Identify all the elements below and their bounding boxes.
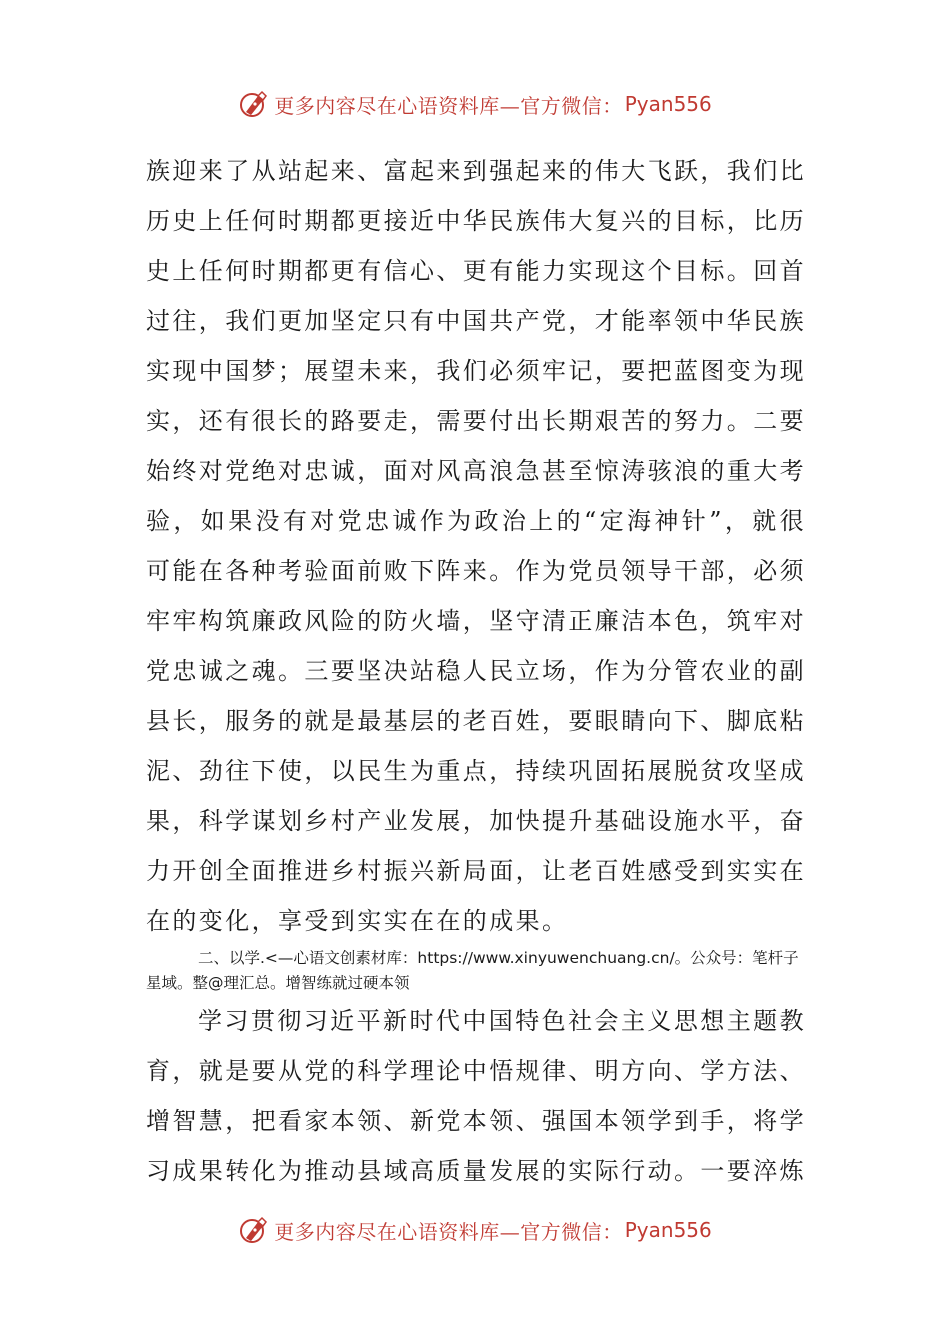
footer-banner	[0, 1210, 950, 1250]
pen-nib-logo-icon	[238, 88, 270, 120]
document-body	[146, 146, 806, 1196]
paragraph-2: 学习贯彻习近平新时代中国特色社会主义思想主题教育，就是要从党的科学理论中悟规律、明方向、学方法、增智慧，把看家本领、新党本领、强国本领学到手，将学习成果转化为推动县域高质量发展的实际行动。一要淬炼	[146, 1007, 806, 1185]
pen-nib-logo-icon	[238, 1214, 270, 1246]
section-heading: 二、以学.<—心语文创素材库：https://www.xinyuwenchuang.cn/。公众号：笔杆子星域。整@理汇总。增智练就过硬本领	[146, 949, 799, 992]
paragraph-1: 族迎来了从站起来、富起来到强起来的伟大飞跃，我们比历史上任何时期都更接近中华民族伟大复兴的目标，比历史上任何时期都更有信心、更有能力实现这个目标。回首过往，我们更加坚定只有中国共产党，才能率领中华民族实现中国梦；展望未来，我们必须牢记，要把蓝图变为现实，还有很长的路要走，需要付出长期艰苦的努力。二要始终对党绝对忠诚，面对风高浪急甚至惊涛骇浪的重大考验，如果没有对党忠诚作为政治上的“定海神针”，就很可能在各种考验面前败下阵来。作为党员领导干部，必须牢牢构筑廉政风险的防火墙，坚守清正廉洁本色，筑牢对党忠诚之魂。三要坚决站稳人民立场，作为分管农业的副县长，服务的就是最基层的老百姓，要眼睛向下、脚底粘泥、劲往下使，以民生为重点，持续巩固拓展脱贫攻坚成果，科学谋划乡村产业发展，加快提升基础设施水平，奋力开创全面推进乡村振兴新局面，让老百姓感受到实实在在的变化，享受到实实在在的成果。	[146, 157, 806, 935]
header-banner-text: 更多内容尽在心语资料库—官方微信：	[274, 93, 623, 118]
footer-wechat-id: Pyan556	[624, 1218, 712, 1242]
header-banner	[0, 84, 950, 124]
footer-banner-text: 更多内容尽在心语资料库—官方微信：	[274, 1219, 623, 1244]
header-wechat-id: Pyan556	[624, 92, 712, 116]
